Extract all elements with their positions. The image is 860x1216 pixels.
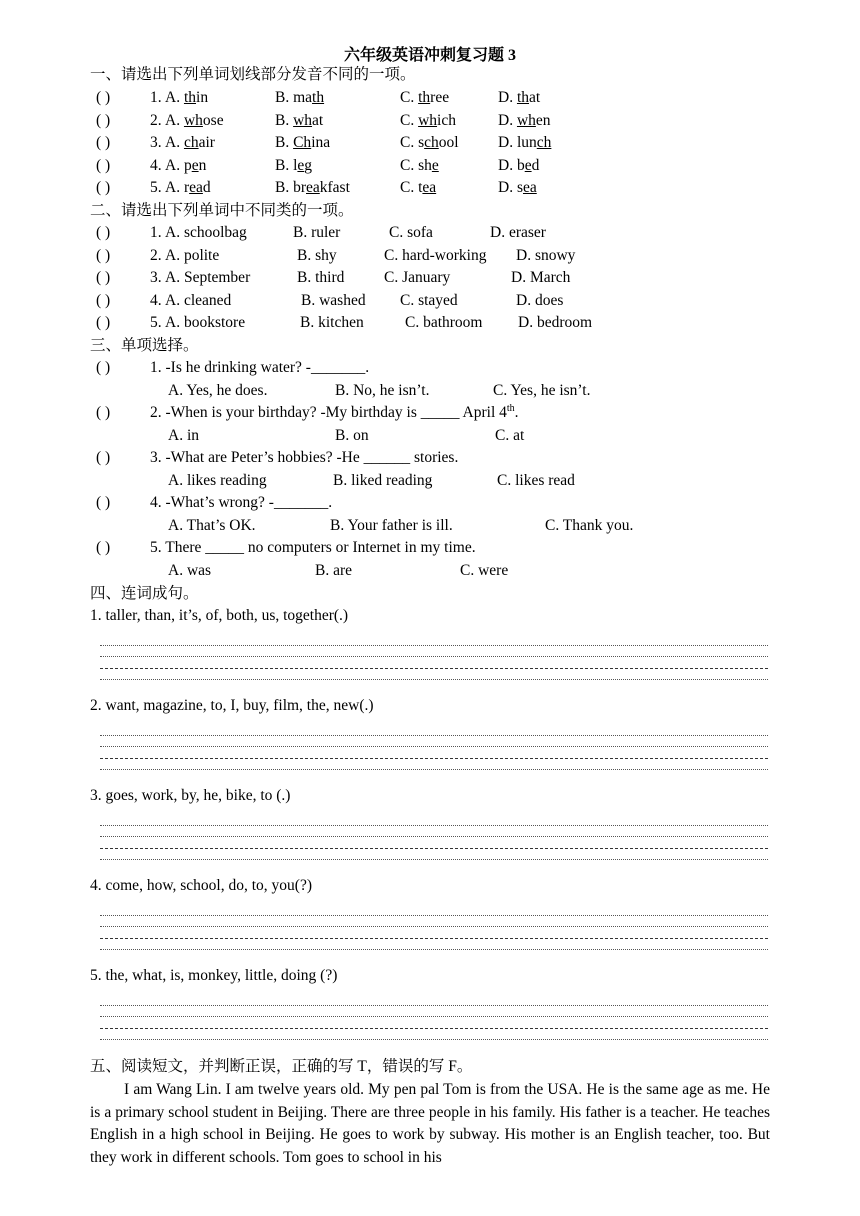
option-c[interactable]: C. likes read <box>497 471 575 489</box>
answer-bracket[interactable]: ( ) <box>96 269 111 287</box>
writing-line[interactable] <box>100 1028 768 1029</box>
option-b[interactable]: B. ruler <box>293 224 341 241</box>
option-d[interactable]: D. bedroom <box>518 314 593 332</box>
option-b[interactable]: B. No, he isn’t. <box>335 381 430 399</box>
writing-line[interactable] <box>100 949 768 950</box>
option-c[interactable]: C. January <box>384 269 451 287</box>
question-number: 3. <box>150 134 162 152</box>
writing-line[interactable] <box>100 859 768 860</box>
underlined-letters: th <box>418 89 431 106</box>
question-number: 5. <box>150 179 162 197</box>
underlined-letters: e <box>191 156 199 174</box>
option-a[interactable]: A. in <box>168 426 199 444</box>
option-d[interactable]: D. when <box>498 111 551 129</box>
question-row <box>0 132 860 154</box>
question-row <box>0 357 860 379</box>
answer-bracket[interactable]: ( ) <box>96 291 111 309</box>
underlined-letters: ea <box>422 179 437 197</box>
underlined-letters: ch <box>424 134 439 152</box>
writing-line[interactable] <box>100 758 768 759</box>
question-row <box>0 290 860 312</box>
option-b[interactable]: B. math <box>275 89 325 106</box>
option-b[interactable]: B. washed <box>301 291 366 309</box>
option-d[interactable]: D. sea <box>498 179 537 197</box>
underlined-letters: th <box>312 89 325 106</box>
question-row <box>0 222 860 244</box>
underlined-letters: wh <box>183 111 203 129</box>
question-row <box>0 267 860 289</box>
option-b[interactable]: B. what <box>275 111 324 129</box>
answer-bracket[interactable]: ( ) <box>96 449 111 466</box>
sentence-prompt: 4. come, how, school, do, to, you(?) <box>90 877 312 894</box>
writing-line[interactable] <box>100 668 768 669</box>
writing-line[interactable] <box>100 656 768 657</box>
writing-line[interactable] <box>100 1005 768 1006</box>
underlined-letters: ch <box>536 134 552 152</box>
question-text: 2. -When is your birthday? -My birthday is _____ April 4th. <box>150 402 519 421</box>
writing-line[interactable] <box>100 679 768 680</box>
underlined-letters: ea <box>306 179 320 197</box>
option-d[interactable]: D. eraser <box>490 224 546 241</box>
question-number: 1. <box>150 224 162 241</box>
option-d[interactable]: D. does <box>516 291 564 309</box>
answer-bracket[interactable]: ( ) <box>96 134 111 152</box>
option-b[interactable]: B. are <box>315 561 353 579</box>
option-a[interactable]: A. likes reading <box>168 471 267 489</box>
options-row <box>0 560 860 582</box>
option-c[interactable]: C. were <box>460 561 509 579</box>
answer-bracket[interactable]: ( ) <box>96 89 111 106</box>
writing-line[interactable] <box>100 769 768 770</box>
option-c[interactable]: C. school <box>400 134 459 152</box>
answer-bracket[interactable]: ( ) <box>96 314 111 332</box>
option-b[interactable]: B. breakfast <box>275 179 350 197</box>
underlined-letters: wh <box>516 111 536 129</box>
ordinal-suffix: th <box>506 402 515 414</box>
options-row <box>0 515 860 537</box>
question-row <box>0 312 860 334</box>
option-c[interactable]: C. she <box>400 156 439 174</box>
section-4-heading: 四、连词成句。 <box>90 585 199 602</box>
writing-line[interactable] <box>100 1039 768 1040</box>
question-number: 3. <box>150 269 162 287</box>
option-a[interactable]: A. whose <box>165 111 224 129</box>
option-b[interactable]: B. on <box>335 426 369 444</box>
option-c[interactable]: C. bathroom <box>405 314 483 332</box>
option-a[interactable]: A. was <box>168 561 212 579</box>
underlined-letters: e <box>297 156 305 174</box>
option-a[interactable]: A. That’s OK. <box>168 516 256 534</box>
question-number: 1. <box>150 89 162 106</box>
sentence-prompt: 5. the, what, is, monkey, little, doing (?) <box>90 967 338 984</box>
answer-bracket[interactable]: ( ) <box>96 404 111 421</box>
question-row <box>0 402 860 424</box>
question-text: 1. -Is he drinking water? -_______. <box>150 359 370 376</box>
option-b[interactable]: B. shy <box>297 246 337 264</box>
answer-bracket[interactable]: ( ) <box>96 156 111 174</box>
option-c[interactable]: C. Yes, he isn’t. <box>493 381 591 399</box>
writing-line[interactable] <box>100 938 768 939</box>
option-b[interactable]: B. China <box>275 134 331 152</box>
page-title: 六年级英语冲刺复习题 3 <box>343 47 516 64</box>
option-d[interactable]: D. lunch <box>498 134 552 152</box>
option-c[interactable]: C. sofa <box>389 224 433 241</box>
section-1-heading: 一、请选出下列单词划线部分发音不同的一项。 <box>90 66 416 83</box>
option-a[interactable]: A. September <box>165 269 251 287</box>
answer-bracket[interactable]: ( ) <box>96 111 111 129</box>
option-c[interactable]: C. which <box>400 111 456 129</box>
option-a[interactable]: A. polite <box>165 246 220 264</box>
option-d[interactable]: D. snowy <box>516 246 576 264</box>
option-c[interactable]: C. at <box>495 426 525 444</box>
question-text: 5. There _____ no computers or Internet in my time. <box>150 539 476 556</box>
answer-bracket[interactable]: ( ) <box>96 179 111 197</box>
option-c[interactable]: C. Thank you. <box>545 516 634 534</box>
question-row <box>0 177 860 199</box>
question-number: 4. <box>150 291 162 309</box>
question-text: 3. -What are Peter’s hobbies? -He ______ stories. <box>150 449 459 466</box>
option-a[interactable]: A. chair <box>165 134 215 152</box>
question-row <box>0 87 860 109</box>
question-row <box>0 447 860 469</box>
option-a[interactable]: A. cleaned <box>165 291 232 309</box>
section-3-heading: 三、单项选择。 <box>90 337 199 354</box>
option-a[interactable]: A. pen <box>165 156 207 174</box>
answer-bracket[interactable]: ( ) <box>96 224 111 241</box>
underlined-letters: wh <box>418 111 438 129</box>
option-d[interactable]: D. bed <box>498 156 540 174</box>
option-d[interactable]: D. that <box>498 89 541 106</box>
option-c[interactable]: C. tea <box>400 179 437 197</box>
question-number: 2. <box>150 111 162 129</box>
option-a[interactable]: A. bookstore <box>165 314 246 332</box>
option-d[interactable]: D. March <box>511 269 571 287</box>
underlined-letters: wh <box>293 111 313 129</box>
answer-bracket[interactable]: ( ) <box>96 494 111 511</box>
writing-line[interactable] <box>100 746 768 747</box>
question-row <box>0 110 860 132</box>
section-5-heading: 五、阅读短文，并判断正误，正确的写 T，错误的写 F。 <box>90 1058 473 1075</box>
option-c[interactable]: C. stayed <box>400 291 458 309</box>
options-row <box>0 425 860 447</box>
answer-bracket[interactable]: ( ) <box>96 359 111 376</box>
writing-line[interactable] <box>100 915 768 916</box>
underlined-letters: ea <box>522 179 537 197</box>
sentence-prompt: 1. taller, than, it’s, of, both, us, together(.) <box>90 607 349 624</box>
writing-line[interactable] <box>100 645 768 646</box>
option-a[interactable]: A. read <box>165 179 211 197</box>
underlined-letters: th <box>183 89 197 106</box>
option-c[interactable]: C. hard-working <box>384 246 487 264</box>
option-c[interactable]: C. three <box>400 89 450 106</box>
question-number: 4. <box>150 156 162 174</box>
question-row <box>0 155 860 177</box>
option-a[interactable]: A. Yes, he does. <box>168 381 268 399</box>
underlined-letters: e <box>431 156 439 174</box>
writing-line[interactable] <box>100 825 768 826</box>
writing-line[interactable] <box>100 848 768 849</box>
option-b[interactable]: B. third <box>297 269 345 287</box>
question-text: 4. -What’s wrong? -_______. <box>150 494 333 511</box>
question-row <box>0 245 860 267</box>
underlined-letters: th <box>516 89 530 106</box>
answer-bracket[interactable]: ( ) <box>96 246 111 264</box>
question-row <box>0 492 860 514</box>
option-b[interactable]: B. leg <box>275 156 313 174</box>
writing-line[interactable] <box>100 735 768 736</box>
question-number: 2. <box>150 246 162 264</box>
underlined-letters: Ch <box>293 134 312 152</box>
question-row <box>0 537 860 559</box>
options-row <box>0 380 860 402</box>
sentence-prompt: 2. want, magazine, to, I, buy, film, the, new(.) <box>90 697 374 714</box>
option-b[interactable]: B. liked reading <box>333 471 433 489</box>
option-b[interactable]: B. kitchen <box>300 314 364 332</box>
answer-bracket[interactable]: ( ) <box>96 539 111 556</box>
writing-line[interactable] <box>100 926 768 927</box>
writing-line[interactable] <box>100 836 768 837</box>
options-row <box>0 470 860 492</box>
option-a[interactable]: A. thin <box>165 89 209 106</box>
underlined-letters: e <box>524 156 532 174</box>
writing-line[interactable] <box>100 1016 768 1017</box>
underlined-letters: ea <box>189 179 203 197</box>
section-2-heading: 二、请选出下列单词中不同类的一项。 <box>90 202 354 219</box>
underlined-letters: ch <box>183 134 199 152</box>
reading-passage: I am Wang Lin. I am twelve years old. My pen pal Tom is from the USA. He is the same age as me. He is a primary school student in Beijing. There are three people in his family. His father is a teacher. He teaches English in a high school in Beijing. He goes to work by subway. His mother is an English teacher, too. But they work in different schools. Tom goes to school in his <box>90 1081 770 1166</box>
option-a[interactable]: A. schoolbag <box>165 224 247 241</box>
question-number: 5. <box>150 314 162 332</box>
sentence-prompt: 3. goes, work, by, he, bike, to (.) <box>90 787 291 804</box>
option-b[interactable]: B. Your father is ill. <box>330 516 453 534</box>
